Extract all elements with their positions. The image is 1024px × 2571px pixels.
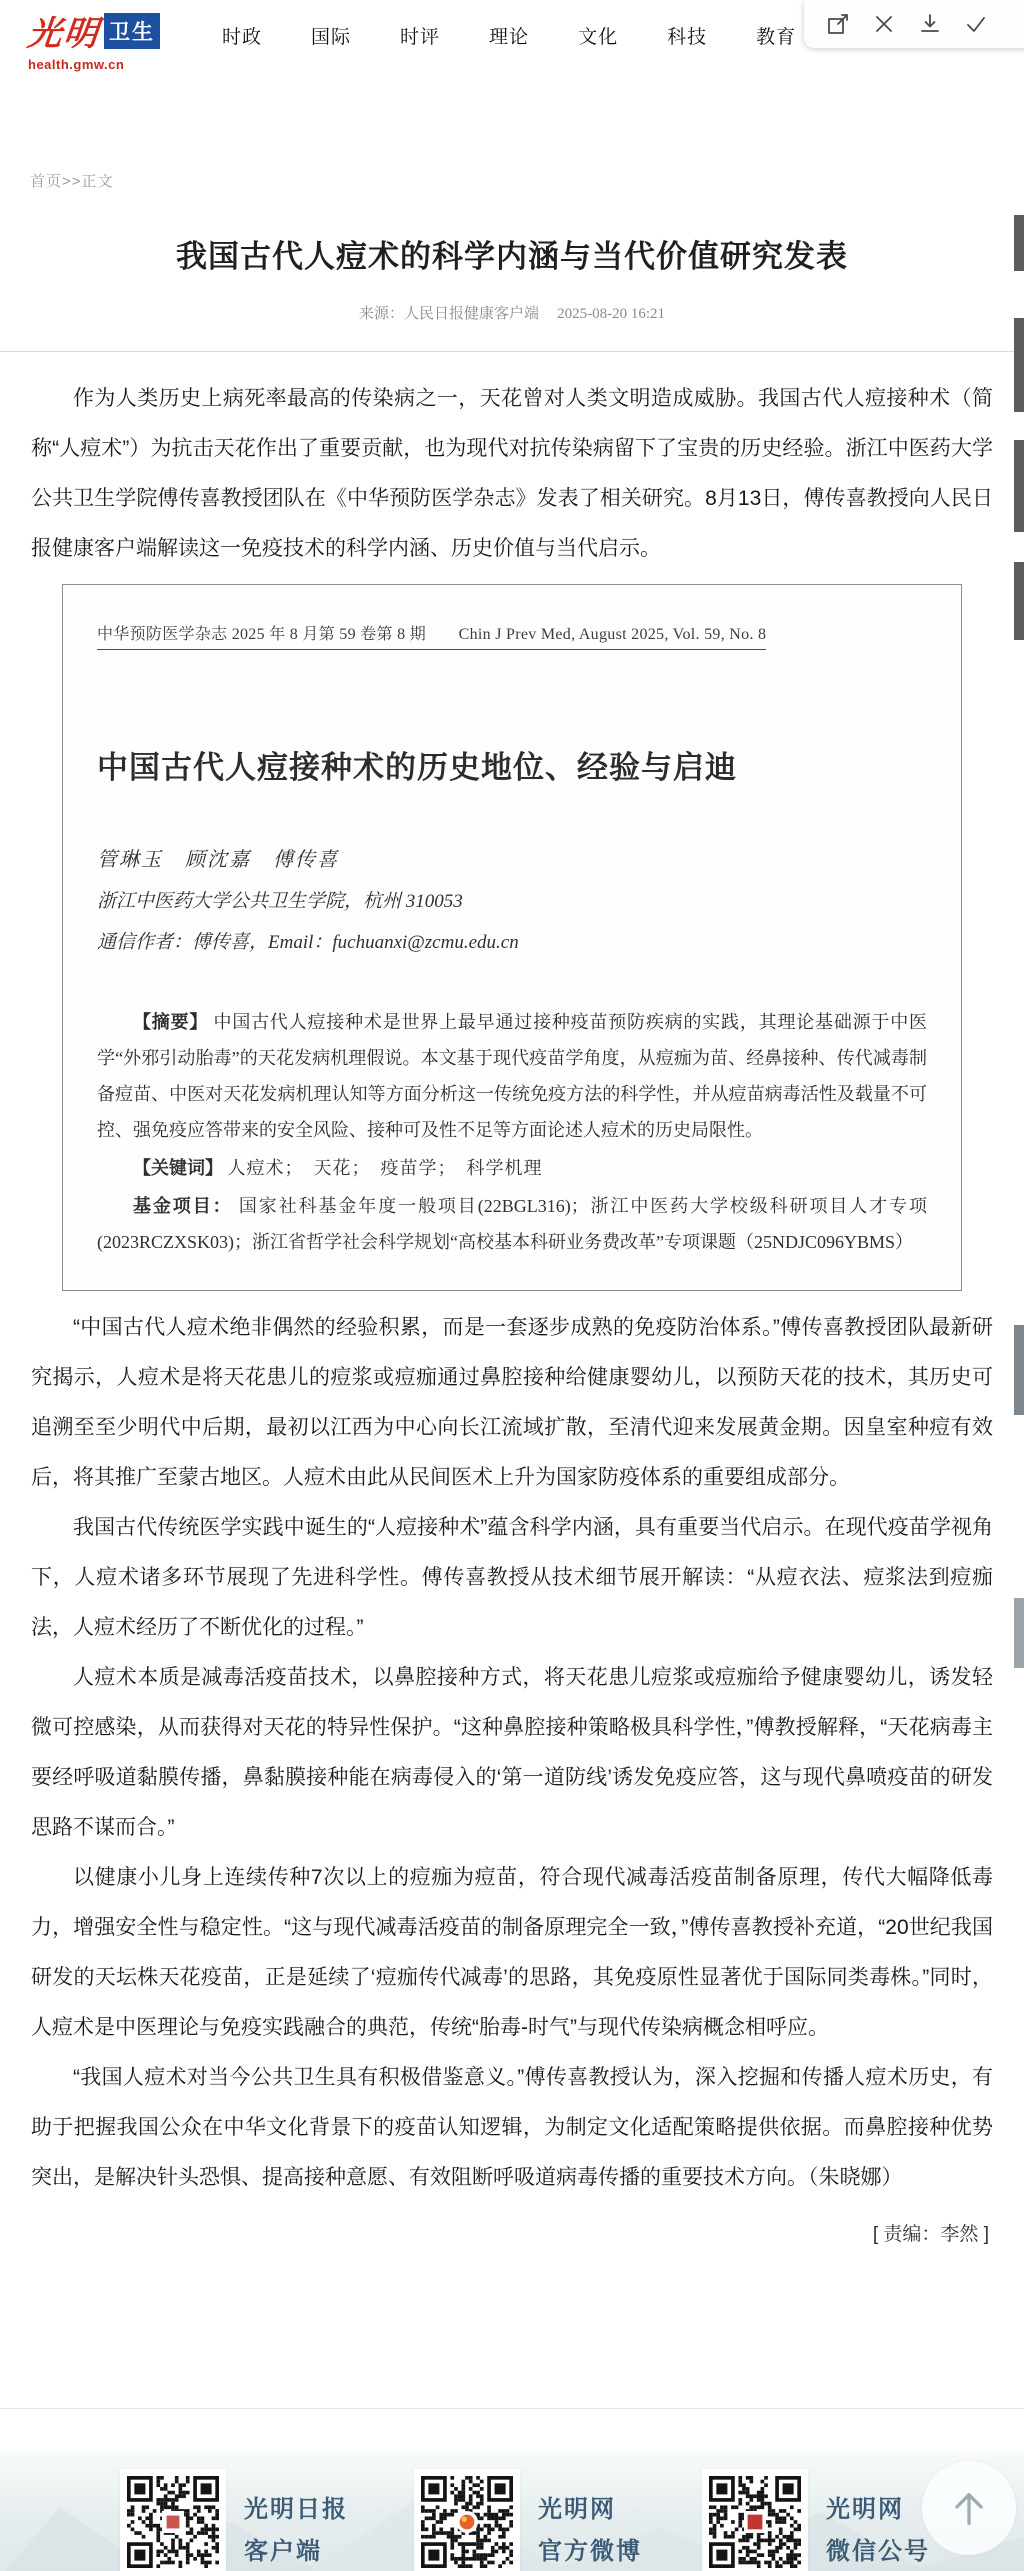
logo-weisheng-badge: 卫生 (104, 13, 160, 49)
share-bar-fragment[interactable] (1014, 215, 1024, 271)
article-body (0, 374, 1024, 2246)
journal-abstract (97, 1004, 927, 1148)
site-footer (0, 2453, 1024, 2571)
footer-qr-wechat[interactable] (702, 2469, 930, 2571)
page-title: 我国古代人痘术的科学内涵与当代价值研究发表 (176, 239, 848, 274)
footer-divider (0, 2408, 1024, 2409)
nav-item-commentary[interactable]: 时评 (400, 26, 441, 48)
keywords-label: 【关键词】 (133, 1158, 223, 1178)
close-icon[interactable] (872, 12, 896, 36)
nav-item-culture[interactable]: 文化 (578, 26, 619, 48)
abstract-label: 【摘要】 (133, 1012, 209, 1032)
capture-toolbar (804, 0, 1024, 48)
logo-guangming-text: 光明 (25, 16, 102, 53)
header-divider (0, 351, 1024, 352)
nav-item-education[interactable]: 教育 (756, 26, 797, 48)
journal-funding (97, 1188, 927, 1260)
journal-keywords (97, 1150, 927, 1186)
share-bar-fragment[interactable] (1014, 1325, 1024, 1415)
abstract-text: 中国古代人痘接种术是世界上最早通过接种疫苗预防疾病的实践，其理论基础源于中医学“外邪引动胎毒”的天花发病机理假说。本文基于现代疫苗学角度，从痘痂为苗、经鼻接种、传代减毒制备痘苗、中医对天花发病机理认知等方面分析这一传统免疫方法的科学性，并从痘苗病毒活性及载量不可控、强免疫应答带来的安全风险、接种可及性不足等方面论述人痘术的历史局限性。 (97, 1012, 928, 1140)
qr-label: 光明网 官方微博 (538, 2497, 642, 2565)
paragraph: 以健康小儿身上连续传种7次以上的痘痂为痘苗，符合现代减毒活疫苗制备原理，传代大幅降低毒力，增强安全性与稳定性。“这与现代减毒活疫苗的制备原理完全一致，”傅传喜教授补充道，“20世纪我国研发的天坛株天花疫苗，正是延续了‘痘痂传代减毒’的思路，其免疫原性显著优于国际同类毒株。”同时，人痘术是中医理论与免疫实践融合的典范，传统“胎毒-时气”与现代传染病概念相呼应。 (31, 1866, 993, 2039)
up-arrow-icon (947, 2486, 991, 2530)
footer-qr-weibo[interactable] (414, 2469, 642, 2571)
paragraph: 人痘术本质是减毒活疫苗技术，以鼻腔接种方式，将天花患儿痘浆或痘痂给予健康婴幼儿，诱发轻微可控感染，从而获得对天花的特异性保护。“这种鼻腔接种策略极具科学性，”傅教授解释，“天花病毒主要经呼吸道黏膜传播，鼻黏膜接种能在病毒侵入的‘第一道防线’诱发免疫应答，这与现代鼻喷疫苗的研发思路不谋而合。” (31, 1666, 993, 1839)
confirm-check-icon[interactable] (964, 12, 988, 36)
footer-qr-client[interactable] (120, 2469, 348, 2571)
nav-item-world[interactable]: 国际 (311, 26, 352, 48)
qr-code-daily-client (120, 2469, 226, 2571)
journal-affiliation: 浙江中医药大学公共卫生学院，杭州 310053 (97, 891, 463, 912)
paragraph: 作为人类历史上病死率最高的传染病之一，天花曾对人类文明造成威胁。我国古代人痘接种术（简称“人痘术”）为抗击天花作出了重要贡献，也为现代对抗传染病留下了宝贵的历史经验。浙江中医药大学公共卫生学院傅传喜教授团队在《中华预防医学杂志》发表了相关研究。8月13日，傅传喜教授向人民日报健康客户端解读这一免疫技术的科学内涵、历史价值与当代启示。 (31, 387, 993, 560)
article-source: 来源：人民日报健康客户端 (358, 305, 539, 322)
back-to-top-button[interactable] (922, 2461, 1016, 2555)
paragraph: “我国人痘术对当今公共卫生具有积极借鉴意义。”傅传喜教授认为，深入挖掘和传播人痘术历史，有助于把握我国公众在中华文化背景下的疫苗认知逻辑，为制定文化适配策略提供依据。而鼻腔接种优势突出，是解决针头恐惧、提高接种意愿、有效阻断呼吸道病毒传播的重要技术方向。（朱晓娜） (31, 2066, 993, 2189)
editor-note: [ 责编：李然 ] (872, 2224, 989, 2245)
nav-item-tech[interactable]: 科技 (667, 26, 708, 48)
site-logo[interactable] (25, 6, 198, 72)
footer-content (0, 2453, 1024, 2571)
article-datetime: 2025-08-20 16:21 (557, 306, 666, 322)
qr-code-wechat (702, 2469, 808, 2571)
nav-item-politics[interactable]: 时政 (222, 26, 263, 48)
journal-scan-image (62, 584, 962, 1291)
nav-item-theory[interactable]: 理论 (489, 26, 530, 48)
logo-domain-text: health.gmw.cn (28, 57, 125, 72)
journal-masthead: 中华预防医学杂志 2025 年 8 月第 59 卷第 8 期 Chin J Prev Med, August 2025, Vol. 59, No. 8 (97, 621, 766, 650)
journal-article-title: 中国古代人痘接种术的历史地位、经验与启迪 (97, 750, 737, 785)
download-icon[interactable] (918, 12, 942, 36)
share-bar-fragment[interactable] (1014, 1598, 1024, 1668)
paragraph: 我国古代传统医学实践中诞生的“人痘接种术”蕴含科学内涵，具有重要当代启示。在现代疫苗学视角下，人痘术诸多环节展现了先进科学性。傅传喜教授从技术细节展开解读：“从痘衣法、痘浆法到痘痂法，人痘术经历了不断优化的过程。” (31, 1516, 993, 1639)
funding-text: 国家社科基金年度一般项目(22BGL316)；浙江中医药大学校级科研项目人才专项(2023RCZXSK03)；浙江省哲学社会科学规划“高校基本科研业务费改革”专项课题（25NDJC096YBMS） (97, 1196, 927, 1252)
qr-code-weibo (414, 2469, 520, 2571)
article-meta (0, 302, 1024, 323)
share-bar-fragment[interactable] (1014, 440, 1024, 532)
journal-correspondence: 通信作者：傅传喜，Email：fuchuanxi@zcmu.edu.cn (97, 932, 519, 953)
share-bar-fragment[interactable] (1014, 562, 1024, 640)
qr-label: 光明网 微信公号 (826, 2497, 930, 2565)
site-header (0, 0, 1024, 70)
funding-label: 基金项目： (133, 1196, 233, 1216)
paragraph: “中国古代人痘术绝非偶然的经验积累，而是一套逐步成熟的免疫防治体系。”傅传喜教授团队最新研究揭示，人痘术是将天花患儿的痘浆或痘痂通过鼻腔接种给健康婴幼儿，以预防天花的技术，其历史可追溯至至少明代中后期，最初以江西为中心向长江流域扩散，至清代迎来发展黄金期。因皇室种痘有效后，将其推广至蒙古地区。人痘术由此从民间医术上升为国家防疫体系的重要组成部分。 (31, 1316, 993, 1489)
qr-label: 光明日报 客户端 (244, 2497, 348, 2565)
main-nav (222, 0, 796, 70)
share-bar-fragment[interactable] (1014, 318, 1024, 412)
journal-authors: 管琳玉 顾沈嘉 傅传喜 (97, 849, 339, 871)
keywords-text: 人痘术； 天花； 疫苗学； 科学机理 (227, 1158, 543, 1178)
edit-annotate-icon[interactable] (826, 12, 850, 36)
breadcrumb[interactable]: 首页>>正文 (30, 173, 114, 190)
